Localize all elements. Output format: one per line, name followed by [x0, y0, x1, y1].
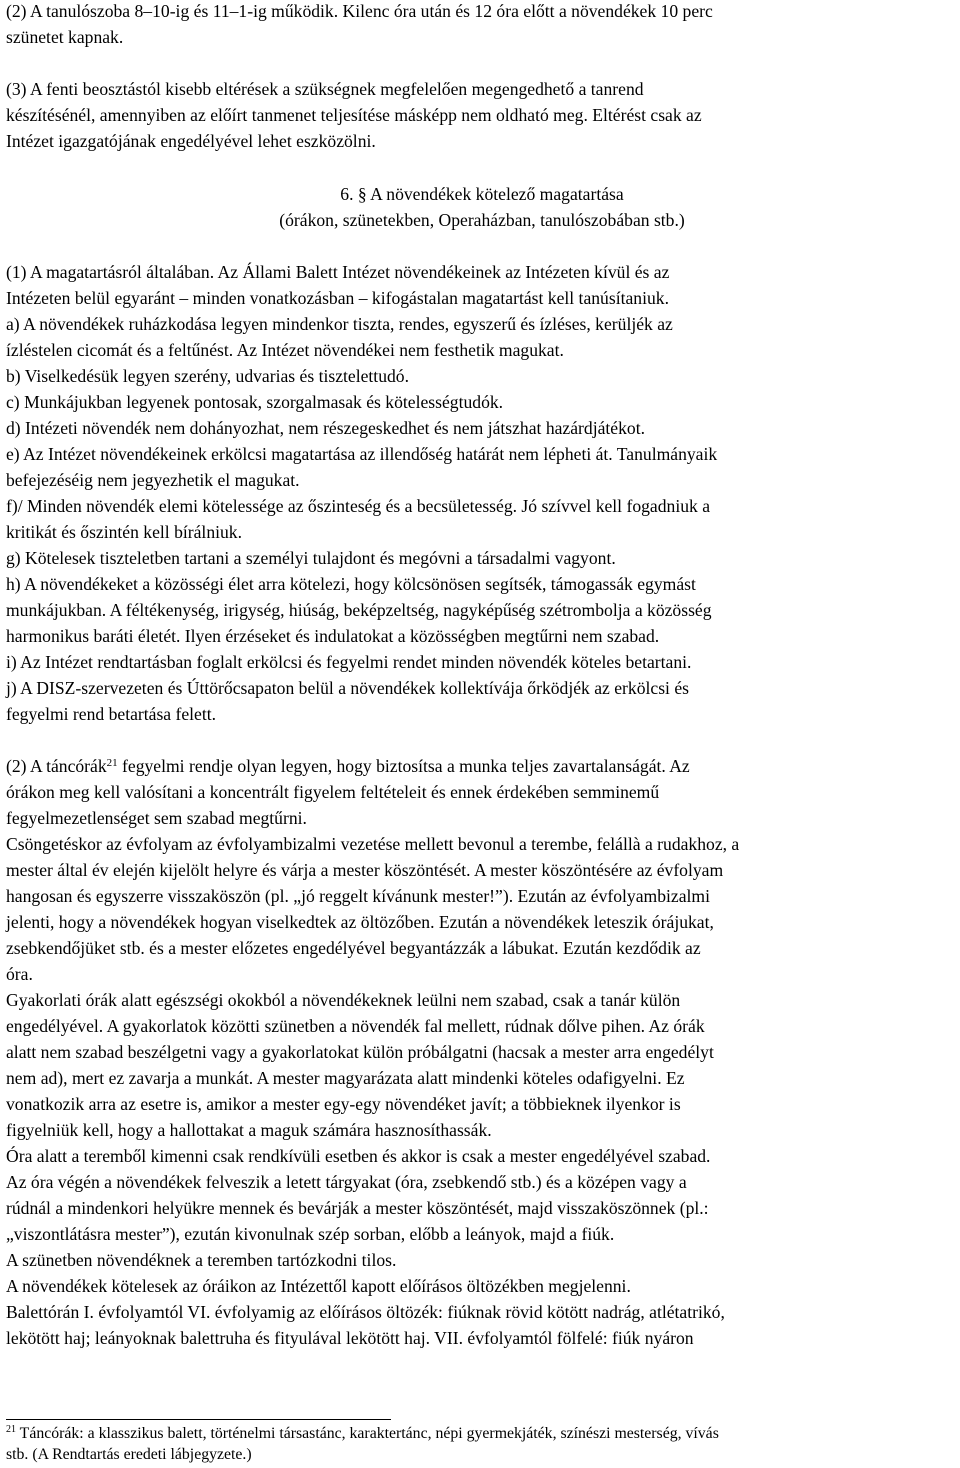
text-line: Óra alatt a teremből kimenni csak rendkívüli esetben és akkor is csak a mester engedélyével szabad.: [6, 1146, 711, 1166]
text-span: fegyelmi rendje olyan legyen, hogy biztosítsa a munka teljes zavartalanságát. Az: [117, 756, 690, 776]
text-line: fegyelmi rend betartása felett.: [6, 704, 217, 724]
text-span: (2) A táncórák: [6, 756, 107, 776]
footnote-text: Táncórák: a klasszikus balett, történelmi társastánc, karaktertánc, népi gyermekjáték, színészi mesterség, vívás: [16, 1425, 719, 1442]
text-line: rúdnál a mindenkori helyükre mennek és bevárják a mester köszöntését, majd visszaköszönnek (pl.:: [6, 1198, 709, 1218]
text-line: c) Munkájukban legyenek pontosak, szorgalmasak és kötelességtudók.: [6, 392, 504, 412]
text-line: g) Kötelesek tiszteletben tartani a személyi tulajdont és megóvni a társadalmi vagyont.: [6, 548, 616, 568]
text-line: „viszontlátásra mester”), ezután kivonulnak szép sorban, előbb a leányok, majd a fiúk.: [6, 1224, 615, 1244]
text-line: befejezéséig nem jegyezhetik el magukat.: [6, 470, 300, 490]
text-line: fegyelmezetlenséget sem szabad megtűrni.: [6, 808, 307, 828]
text-line: A szünetben növendéknek a teremben tartózkodni tilos.: [6, 1250, 397, 1270]
footnote-line: [6, 1424, 719, 1444]
text-line: Csöngetéskor az évfolyam az évfolyambizalmi vezetése mellett bevonul a terembe, felállà a rudakhoz, a: [6, 834, 740, 854]
text-line: óra.: [6, 964, 33, 984]
text-line: harmonikus baráti életét. Ilyen érzéseket és indulatokat a közösségben megtűrni nem szabad.: [6, 626, 660, 646]
section-title: A növendékek kötelező magatartása: [370, 184, 624, 204]
text-line: zsebkendőjüket stb. és a mester előzetes engedélyével begyantázzák a lábukat. Ezután kezdődik az: [6, 938, 701, 958]
footnote-reference: 21: [106, 757, 118, 769]
section-sign: §: [357, 184, 367, 204]
text-line: szünetet kapnak.: [6, 27, 124, 47]
text-line: A növendékek kötelesek az óráikon az Intézettől kapott előírásos öltözékben megjelenni.: [6, 1276, 631, 1296]
text-line: órákon meg kell valósítani a koncentrált figyelem feltételeit és ennek érdekében semminemű: [6, 782, 660, 802]
text-line: (1) A magatartásról általában. Az Állami Balett Intézet növendékeinek az Intézeten kívül és az: [6, 262, 670, 282]
text-line: vonatkozik arra az esetre is, amikor a mester egy-egy növendéket javít; a többieknek ilyenkor is: [6, 1094, 681, 1114]
section-subtitle: (órákon, szünetekben, Operaházban, tanulószobában stb.): [279, 210, 685, 230]
footnote-line: stb. (A Rendtartás eredeti lábjegyzete.): [6, 1446, 252, 1463]
text-line: Az óra végén a növendékek felveszik a letett tárgyakat (óra, zsebkendő stb.) és a középen vagy a: [6, 1172, 687, 1192]
text-line: mester által év elején kijelölt helyre és várja a mester köszöntését. A mester köszöntésére az évfolyam: [6, 860, 724, 880]
text-line: i) Az Intézet rendtartásban foglalt erkölcsi és fegyelmi rendet minden növendék köteles betartani.: [6, 652, 692, 672]
text-line: e) Az Intézet növendékeinek erkölcsi magatartása az illendőség határát nem lépheti át. Tanulmányaik: [6, 444, 718, 464]
text-line: Intézet igazgatójának engedélyével lehet eszközölni.: [6, 131, 376, 151]
text-line: Balettórán I. évfolyamtól VI. évfolyamig az előírásos öltözék: fiúknak rövid kötött nadrág, atlétatrikó,: [6, 1302, 725, 1322]
text-line: d) Intézeti növendék nem dohányozhat, nem részegeskedhet és nem játszhat hazárdjátékot.: [6, 418, 645, 438]
text-line: jelenti, hogy a növendékek hogyan viselkedtek az öltözőben. Ezután a növendékek leteszik órájukat,: [6, 912, 714, 932]
text-line: [6, 755, 690, 777]
section-number: 6.: [340, 184, 354, 204]
text-line: nem ad), mert ez zavarja a munkát. A mester magyarázata alatt mindenki köteles odafigyelni. Ez: [6, 1068, 685, 1088]
text-line: a) A növendékek ruházkodása legyen mindenkor tiszta, rendes, egyszerű és ízléses, kerüljék az: [6, 314, 673, 334]
text-line: készítésénél, amennyiben az előírt tanmenet teljesítése másképp nem oldható meg. Eltérést csak az: [6, 105, 702, 125]
text-line: figyelniük kell, hogy a hallottakat a maguk számára hasznosíthassák.: [6, 1120, 492, 1140]
text-line: h) A növendékeket a közösségi élet arra kötelezi, hogy kölcsönösen segítsék, támogassák egymást: [6, 574, 696, 594]
text-line: kritikát és őszintén kell bírálniuk.: [6, 522, 242, 542]
text-line: ízléstelen cicomát és a feltűnést. Az Intézet növendékei nem festhetik magukat.: [6, 340, 564, 360]
text-line: hangosan és egyszerre visszaköszön (pl. „jó reggelt kívánunk mester!”). Ezután az évfolyambizalmi: [6, 886, 710, 906]
text-line: b) Viselkedésük legyen szerény, udvarias és tisztelettudó.: [6, 366, 409, 386]
text-line: Intézeten belül egyaránt – minden vonatkozásban – kifogástalan magatartást kell tanúsítaniuk.: [6, 288, 669, 308]
footnote-separator: [6, 1419, 391, 1420]
text-line: f)/ Minden növendék elemi kötelessége az őszinteség és a becsületesség. Jó szívvel kell fogadniuk a: [6, 496, 711, 516]
text-line: lekötött haj; leányoknak balettruha és fityulával lekötött haj. VII. évfolyamtól fölfelé: fiúk nyáron: [6, 1328, 694, 1348]
text-line: (2) A tanulószoba 8–10-ig és 11–1-ig működik. Kilenc óra után és 12 óra előtt a növendékek 10 perc: [6, 1, 713, 21]
text-line: munkájukban. A féltékenység, irigység, hiúság, beképzeltség, nagyképűség szétrombolja a közösség: [6, 600, 712, 620]
footnote-marker: 21: [6, 1424, 16, 1435]
text-line: Gyakorlati órák alatt egészségi okokból a növendékeknek leülni nem szabad, csak a tanár külön: [6, 990, 681, 1010]
text-line: alatt nem szabad beszélgetni vagy a gyakorlatokat külön próbálgatni (hacsak a mester arra engedélyt: [6, 1042, 714, 1062]
text-line: engedélyével. A gyakorlatok közötti szünetben a növendék fal mellett, rúdnak dőlve pihen. Az órák: [6, 1016, 705, 1036]
section-heading: [6, 183, 958, 205]
text-line: (3) A fenti beosztástól kisebb eltérések a szükségnek megfelelően megengedhető a tanrend: [6, 79, 644, 99]
text-line: j) A DISZ-szervezeten és Úttörőcsapaton belül a növendékek kollektívája őrködjék az erkölcsi és: [6, 678, 689, 698]
